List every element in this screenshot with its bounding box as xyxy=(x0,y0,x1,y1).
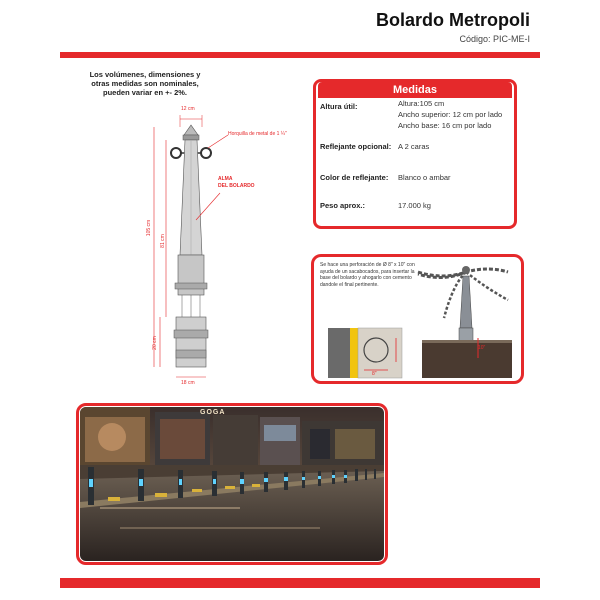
medidas-row-value: Altura:105 cm xyxy=(398,99,445,108)
base-height-label: 20 cm xyxy=(151,336,158,350)
top-width-label: 12 cm xyxy=(181,106,195,112)
depth-dim-label: 10" xyxy=(478,345,486,351)
medidas-row-value: Blanco o ambar xyxy=(398,173,451,182)
installation-diagram xyxy=(318,258,518,380)
medidas-row-value: 17.000 kg xyxy=(398,201,431,210)
medidas-row-value: A 2 caras xyxy=(398,142,430,151)
core-label-2: DEL BOLARDO xyxy=(218,183,255,189)
medidas-row-value: Ancho superior: 12 cm por lado xyxy=(398,110,503,119)
installation-text: Se hace una perforación de Ø 8" x 10" con ayuda de un sacabocados, para insertar la base del bolardo y ahogarlo con cemento dandole el final pertinente. xyxy=(320,262,415,288)
street-photo-svg xyxy=(80,407,384,561)
installation-svg xyxy=(318,258,518,380)
core-label-1: ALMA xyxy=(218,176,233,182)
top-divider xyxy=(60,52,540,58)
inner-height-label: 81 cm xyxy=(159,234,166,248)
bottom-divider xyxy=(60,578,540,588)
medidas-row-label: Peso aprox.: xyxy=(320,201,366,210)
medidas-row-label: Color de reflejante: xyxy=(320,173,389,182)
street-photo xyxy=(80,407,384,561)
medidas-row-label: Altura útil: xyxy=(320,102,358,111)
fork-label: Horquilla de metal de 1 ¼" xyxy=(228,131,287,137)
tolerance-note: Los volúmenes, dimensiones y otras medidas son nominales, pueden variar en +- 2%. xyxy=(89,70,201,97)
medidas-row-value: Ancho base: 16 cm por lado xyxy=(398,121,492,130)
medidas-heading: Medidas xyxy=(318,82,512,98)
medidas-row-label: Reflejante opcional: xyxy=(320,142,392,151)
page-title: Bolardo Metropoli xyxy=(376,10,530,30)
shop-sign: GOGA xyxy=(200,409,226,416)
total-height-label: 105 cm xyxy=(146,219,153,237)
hole-dim-label: 8" xyxy=(372,371,377,377)
product-code: Código: PIC-ME-I xyxy=(459,34,530,44)
base-width-label: 18 cm xyxy=(181,380,195,386)
